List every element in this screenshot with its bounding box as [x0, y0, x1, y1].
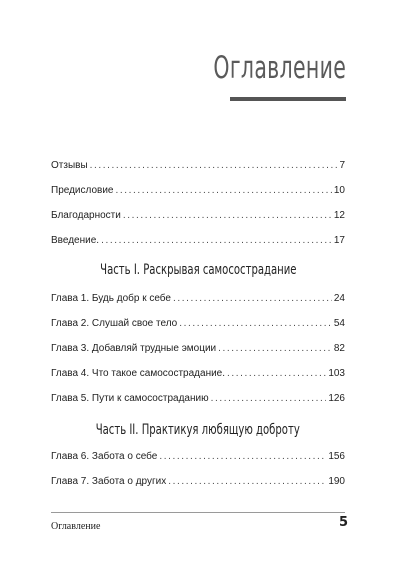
toc-entry-label: Глава 6. Забота о себе: [51, 451, 158, 462]
dot-leader: [168, 476, 326, 488]
toc-entry-page: 54: [333, 318, 345, 329]
toc-entry-label: Глава 5. Пути к самосостраданию: [51, 393, 209, 404]
title-underline: [230, 97, 346, 101]
toc-entry-label: Глава 4. Что такое самосострадание.: [51, 368, 226, 379]
part-1-heading: [51, 262, 345, 278]
toc-entry-label: Глава 3. Добавляй трудные эмоции: [51, 343, 217, 354]
toc-entry-page: 82: [333, 343, 345, 354]
toc-entry-chapter-1[interactable]: [51, 289, 345, 305]
part-1-title: Часть I. Раскрывая самосострадание: [99, 262, 297, 278]
dot-leader: [179, 318, 332, 330]
dot-leader: [90, 160, 338, 172]
footer-rule: [51, 512, 345, 513]
toc-entry-page: 7: [339, 160, 345, 171]
toc-entry-page: 103: [328, 368, 345, 379]
toc-entry-page: 24: [333, 293, 345, 304]
toc-entry-chapter-4[interactable]: [51, 364, 345, 380]
toc-entry-chapter-2[interactable]: [51, 314, 345, 330]
dot-leader: [123, 210, 332, 222]
toc-entry-chapter-6[interactable]: [51, 447, 345, 463]
toc-entry-reviews[interactable]: [51, 156, 345, 172]
toc-entry-page: 126: [328, 393, 345, 404]
toc-entry-introduction[interactable]: [51, 231, 345, 247]
toc-entry-label: Благодарности: [51, 210, 121, 221]
toc-entry-page: 12: [333, 210, 345, 221]
dot-leader: [173, 293, 332, 305]
toc-entry-label: Глава 1. Будь добр к себе: [51, 293, 171, 304]
toc-entry-page: 17: [333, 235, 345, 246]
toc-entry-page: 156: [328, 451, 345, 462]
toc-entry-acknowledgements[interactable]: [51, 206, 345, 222]
dot-leader: [101, 235, 332, 247]
toc-entry-label: Отзывы: [51, 160, 88, 171]
running-footer-title: Оглавление: [51, 521, 101, 532]
page-number: 5: [338, 515, 348, 530]
toc-entry-page: 10: [333, 185, 345, 196]
dot-leader: [211, 393, 327, 405]
toc-entry-chapter-3[interactable]: [51, 339, 345, 355]
page-title: Оглавление: [213, 50, 346, 86]
dot-leader: [227, 368, 326, 380]
toc-entry-preface[interactable]: [51, 181, 345, 197]
toc-entry-chapter-7[interactable]: [51, 472, 345, 488]
toc-entry-chapter-5[interactable]: [51, 389, 345, 405]
dot-leader: [218, 343, 332, 355]
toc-entry-label: Глава 2. Слушай свое тело: [51, 318, 178, 329]
toc-entry-page: 190: [328, 476, 345, 487]
dot-leader: [159, 451, 326, 463]
part-2-heading: [51, 422, 345, 438]
part-2-title: Часть II. Практикуя любящую доброту: [95, 422, 301, 438]
dot-leader: [115, 185, 331, 197]
toc-entry-label: Предисловие: [51, 185, 114, 196]
toc-entry-label: Введение.: [51, 235, 100, 246]
toc-entry-label: Глава 7. Забота о других: [51, 476, 167, 487]
